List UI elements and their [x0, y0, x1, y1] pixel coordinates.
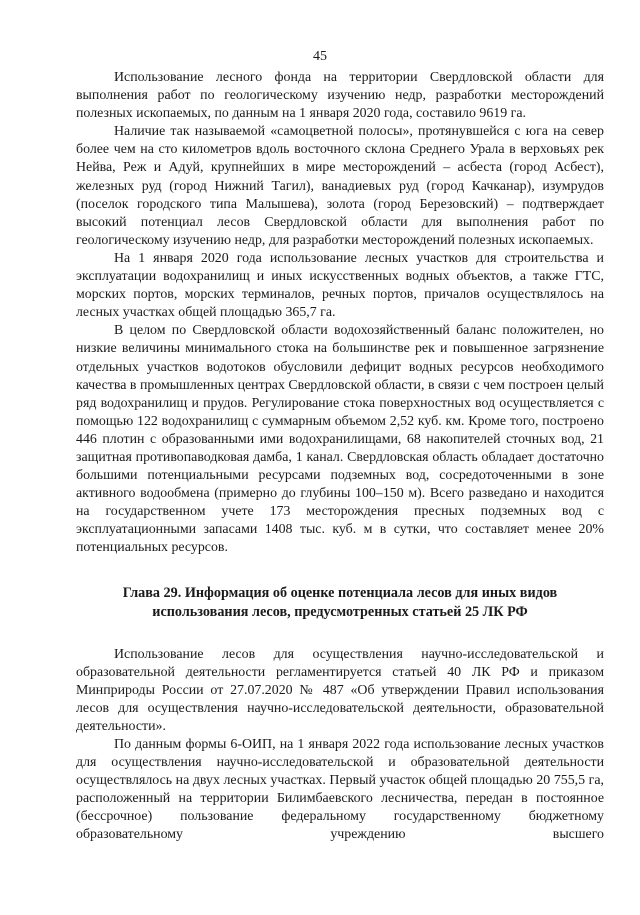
- chapter-heading: Глава 29. Информация об оценке потенциала лесов для иных видов использования лесов, предусмотренных статьей 25 ЛК РФ: [122, 584, 558, 620]
- body-text: [76, 69, 604, 845]
- page-number: 45: [313, 49, 327, 64]
- paragraph-form-6-oip: По данным формы 6-ОИП, на 1 января 2022 года использование лесных участков для осуществления научно-исследовательской и образовательной деятельности осуществлялось на двух лесных участках. Первый участок общей площадью 20 755,5 га, расположенный на территории Билимбаевского лесничества, передан в постоянное (бессрочное) пользование федеральному государственному бюджетному образовательному учреждению высшего: [76, 737, 604, 843]
- paragraph-gem-belt: Наличие так называемой «самоцветной полосы», протянувшейся с юга на север более чем на сто километров вдоль восточного склона Среднего Урала в верховьях рек Нейва, Реж и Адуй, крупнейших в мире месторождений – асбеста (город Асбест), железных руд (город Нижний Тагил), ванадиевых руд (город Качканар), изумрудов (поселок городского типа Малышева), золота (город Березовский) – подтверждает высокий потенциал лесов Свердловской области для выполнения работ по геологическому изучению недр, для разработки месторождений полезных ископаемых.: [76, 124, 604, 248]
- paragraph-geological-exploration: Использование лесного фонда на территории Свердловской области для выполнения работ по геологическому изучению недр, разработки месторождений полезных ископаемых, по данным на 1 января 2020 года, составило 9619 га.: [76, 70, 604, 122]
- paragraph-water-balance: В целом по Свердловской области водохозяйственный баланс положителен, но низкие величины минимального стока на большинстве рек и повышенное загрязнение отдельных участков водотоков обусловили дефицит водных ресурсов необходимого качества в промышленных центрах Свердловской области, в связи с чем построен целый ряд водохранилищ и прудов. Регулирование стока поверхностных вод осуществляется с помощью 122 водохранилищ с суммарным объемом 2,52 куб. км. Кроме того, построено 446 плотин с образованными ими водохранилищами, 68 накопителей сточных вод, 21 защитная противопаводковая дамба, 1 канал. Свердловская область обладает достаточно большими потенциальными ресурсами подземных вод, сосредоточенными в зоне активного водообмена (примерно до глубины 100–150 м). Всего разведано и находится на государственном учете 173 месторождения пресных подземных вод с эксплуатационными запасами 1408 тыс. куб. м в сутки, что составляет менее 20% потенциальных ресурсов.: [76, 323, 604, 556]
- paragraph-reservoirs: На 1 января 2020 года использование лесных участков для строительства и эксплуатации водохранилищ и иных искусственных водных объектов, а также ГТС, морских портов, морских терминалов, речных портов, причалов осуществлялось на лесных участках общей площадью 365,7 га.: [76, 250, 604, 321]
- paragraph-research-use: Использование лесов для осуществления научно-исследовательской и образовательной деятельности регламентируется статьей 40 ЛК РФ и приказом Минприроды России от 27.07.2020 № 487 «Об утверждении Правил использования лесов для осуществления научно-исследовательской деятельности, образовательной деятельности».: [76, 646, 604, 734]
